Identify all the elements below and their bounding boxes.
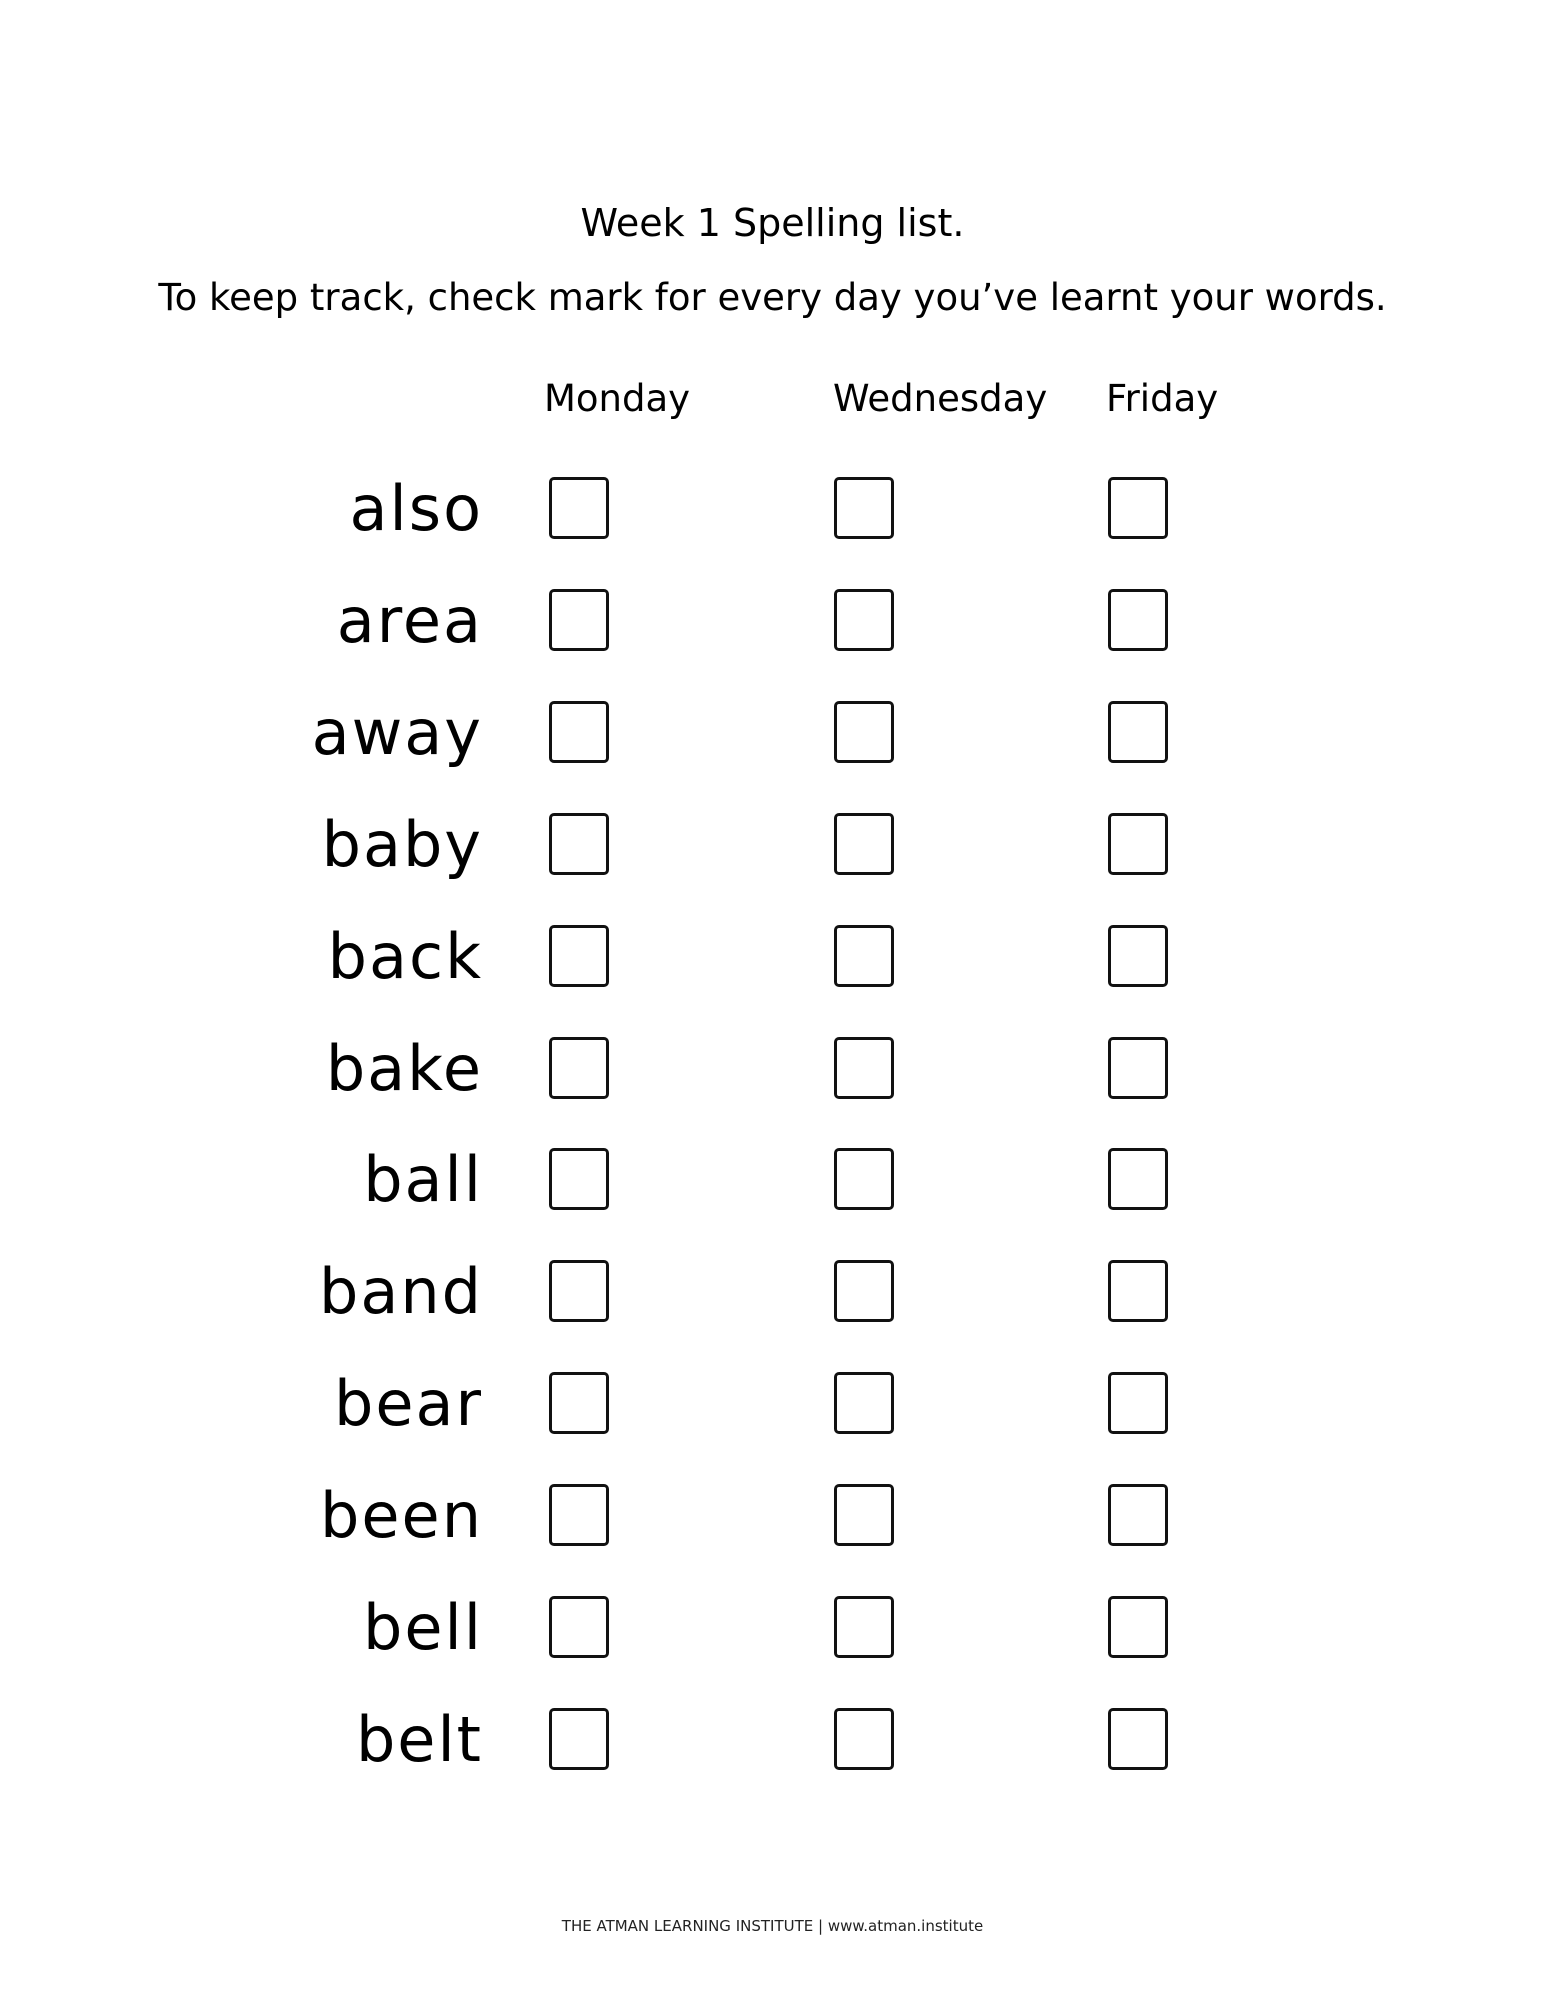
spelling-word: area bbox=[336, 584, 483, 657]
checkbox-friday[interactable] bbox=[1108, 701, 1168, 763]
checkbox-friday[interactable] bbox=[1108, 589, 1168, 651]
checkbox-wednesday[interactable] bbox=[834, 925, 894, 987]
checkbox-wednesday[interactable] bbox=[834, 1484, 894, 1546]
checkbox-monday[interactable] bbox=[549, 1484, 609, 1546]
spelling-word: been bbox=[320, 1479, 483, 1552]
word-row bbox=[0, 1124, 1545, 1236]
word-row bbox=[0, 1348, 1545, 1460]
instructions-text: To keep track, check mark for every day you’ve learnt your words. bbox=[158, 276, 1387, 319]
checkbox-friday[interactable] bbox=[1108, 813, 1168, 875]
checkbox-monday[interactable] bbox=[549, 925, 609, 987]
spelling-word: away bbox=[311, 696, 483, 769]
checkbox-friday[interactable] bbox=[1108, 1596, 1168, 1658]
word-row bbox=[0, 1684, 1545, 1796]
checkbox-monday[interactable] bbox=[549, 1372, 609, 1434]
checkbox-monday[interactable] bbox=[549, 1260, 609, 1322]
spelling-word: bell bbox=[363, 1591, 483, 1664]
checkbox-monday[interactable] bbox=[549, 477, 609, 539]
word-row bbox=[0, 901, 1545, 1013]
column-header-wednesday: Wednesday bbox=[833, 377, 1048, 420]
word-row bbox=[0, 1236, 1545, 1348]
word-row bbox=[0, 1013, 1545, 1125]
checkbox-wednesday[interactable] bbox=[834, 1596, 894, 1658]
word-row bbox=[0, 789, 1545, 901]
checkbox-friday[interactable] bbox=[1108, 1372, 1168, 1434]
word-row bbox=[0, 1572, 1545, 1684]
word-row bbox=[0, 565, 1545, 677]
checkbox-wednesday[interactable] bbox=[834, 813, 894, 875]
checkbox-friday[interactable] bbox=[1108, 1708, 1168, 1770]
checkbox-friday[interactable] bbox=[1108, 1148, 1168, 1210]
spelling-word: back bbox=[327, 920, 483, 993]
checkbox-wednesday[interactable] bbox=[834, 589, 894, 651]
checkbox-monday[interactable] bbox=[549, 1596, 609, 1658]
checkbox-monday[interactable] bbox=[549, 813, 609, 875]
footer-text: THE ATMAN LEARNING INSTITUTE | www.atman.institute bbox=[561, 1917, 984, 1935]
checkbox-wednesday[interactable] bbox=[834, 1037, 894, 1099]
spelling-word: also bbox=[349, 472, 483, 545]
spelling-word: ball bbox=[363, 1143, 483, 1216]
checkbox-monday[interactable] bbox=[549, 1037, 609, 1099]
checkbox-wednesday[interactable] bbox=[834, 477, 894, 539]
word-row bbox=[0, 453, 1545, 565]
spelling-word: belt bbox=[355, 1703, 483, 1776]
checkbox-friday[interactable] bbox=[1108, 1484, 1168, 1546]
column-header-friday: Friday bbox=[1106, 377, 1219, 420]
checkbox-monday[interactable] bbox=[549, 1148, 609, 1210]
checkbox-wednesday[interactable] bbox=[834, 1148, 894, 1210]
word-row bbox=[0, 1460, 1545, 1572]
page-title: Week 1 Spelling list. bbox=[580, 201, 965, 245]
spelling-word: bake bbox=[325, 1032, 483, 1105]
checkbox-monday[interactable] bbox=[549, 701, 609, 763]
checkbox-wednesday[interactable] bbox=[834, 701, 894, 763]
checkbox-friday[interactable] bbox=[1108, 1260, 1168, 1322]
spelling-word: bear bbox=[334, 1367, 483, 1440]
spelling-word: baby bbox=[321, 808, 483, 881]
checkbox-wednesday[interactable] bbox=[834, 1372, 894, 1434]
spelling-word: band bbox=[319, 1255, 483, 1328]
checkbox-wednesday[interactable] bbox=[834, 1708, 894, 1770]
column-header-monday: Monday bbox=[544, 377, 691, 420]
checkbox-wednesday[interactable] bbox=[834, 1260, 894, 1322]
word-row bbox=[0, 677, 1545, 789]
checkbox-monday[interactable] bbox=[549, 589, 609, 651]
checkbox-friday[interactable] bbox=[1108, 925, 1168, 987]
checkbox-friday[interactable] bbox=[1108, 477, 1168, 539]
checkbox-monday[interactable] bbox=[549, 1708, 609, 1770]
checkbox-friday[interactable] bbox=[1108, 1037, 1168, 1099]
